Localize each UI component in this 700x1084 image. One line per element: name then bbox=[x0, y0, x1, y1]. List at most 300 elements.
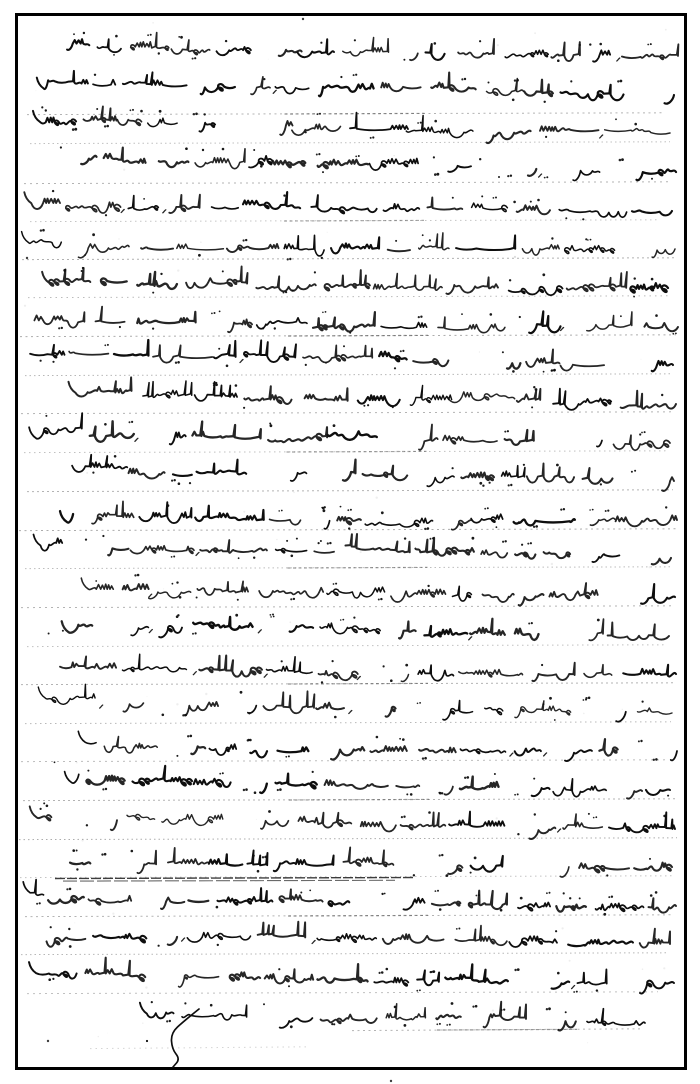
diacritic-dot bbox=[557, 972, 560, 975]
diacritic-dot bbox=[321, 507, 323, 509]
diacritic-dot bbox=[334, 716, 337, 719]
diacritic-dot bbox=[420, 122, 422, 124]
diacritic-dot bbox=[83, 32, 85, 34]
diacritic-dot bbox=[611, 896, 613, 898]
diacritic-dot bbox=[493, 197, 495, 199]
scan-speck bbox=[390, 1080, 392, 1082]
diacritic-dot bbox=[305, 364, 307, 366]
diacritic-dot bbox=[257, 870, 260, 873]
diacritic-dot bbox=[533, 526, 535, 528]
diacritic-dot bbox=[312, 771, 314, 773]
diacritic-dot bbox=[573, 991, 575, 993]
noise-dot bbox=[242, 938, 243, 939]
diacritic-dot bbox=[675, 333, 677, 335]
diacritic-dot bbox=[513, 201, 516, 204]
diacritic-dot bbox=[439, 854, 441, 856]
diacritic-dot bbox=[653, 759, 655, 761]
diacritic-dot bbox=[286, 540, 288, 542]
diacritic-dot bbox=[570, 80, 572, 82]
noise-dot bbox=[281, 978, 282, 979]
diacritic-dot bbox=[290, 1025, 293, 1028]
diacritic-dot bbox=[119, 326, 121, 328]
diacritic-dot bbox=[661, 394, 663, 396]
noise-dot bbox=[210, 399, 211, 400]
diacritic-dot bbox=[427, 585, 429, 587]
diacritic-dot bbox=[430, 538, 432, 540]
diacritic-dot bbox=[667, 795, 669, 797]
diacritic-dot bbox=[320, 540, 322, 542]
noise-dot bbox=[107, 1033, 108, 1034]
diacritic-dot bbox=[576, 991, 578, 993]
diacritic-dot bbox=[353, 617, 355, 619]
diacritic-dot bbox=[292, 290, 294, 292]
diacritic-dot bbox=[650, 894, 653, 897]
diacritic-dot bbox=[104, 344, 106, 346]
diacritic-dot bbox=[620, 315, 622, 317]
diacritic-dot bbox=[283, 194, 285, 196]
diacritic-dot bbox=[143, 198, 145, 200]
diacritic-dot bbox=[399, 738, 401, 740]
diacritic-dot bbox=[531, 622, 533, 624]
diacritic-dot bbox=[176, 581, 178, 583]
noise-dot bbox=[98, 1036, 99, 1037]
diacritic-dot bbox=[140, 110, 143, 113]
diacritic-dot bbox=[599, 43, 602, 46]
diacritic-dot bbox=[173, 556, 175, 558]
diacritic-dot bbox=[533, 778, 535, 780]
diacritic-dot bbox=[283, 292, 285, 294]
diacritic-dot bbox=[517, 793, 519, 795]
diacritic-dot bbox=[50, 926, 52, 928]
diacritic-dot bbox=[633, 296, 635, 298]
diacritic-dot bbox=[401, 816, 403, 818]
diacritic-dot bbox=[151, 1001, 153, 1003]
diacritic-dot bbox=[195, 113, 198, 116]
diacritic-dot bbox=[551, 370, 553, 372]
noise-dot bbox=[115, 220, 117, 222]
diacritic-dot bbox=[482, 485, 484, 487]
noise-dot bbox=[428, 185, 429, 186]
diacritic-dot bbox=[324, 506, 326, 508]
diacritic-dot bbox=[649, 858, 651, 860]
diacritic-dot bbox=[179, 596, 182, 599]
diacritic-dot bbox=[603, 913, 606, 916]
diacritic-dot bbox=[615, 118, 617, 120]
diacritic-dot bbox=[94, 74, 96, 76]
diacritic-dot bbox=[63, 269, 66, 272]
diacritic-dot bbox=[285, 291, 287, 293]
diacritic-dot bbox=[102, 788, 104, 790]
diacritic-dot bbox=[556, 464, 559, 467]
diacritic-dot bbox=[363, 405, 365, 407]
diacritic-dot bbox=[585, 699, 587, 701]
diacritic-dot bbox=[342, 619, 344, 621]
noise-dot bbox=[583, 713, 585, 715]
diacritic-dot bbox=[131, 850, 134, 853]
diacritic-dot bbox=[291, 555, 294, 558]
diacritic-dot bbox=[569, 897, 571, 899]
diacritic-dot bbox=[503, 1009, 505, 1011]
diacritic-dot bbox=[106, 125, 109, 128]
diacritic-dot bbox=[406, 793, 408, 795]
diacritic-dot bbox=[243, 407, 245, 409]
diacritic-dot bbox=[546, 892, 548, 894]
noise-dot bbox=[496, 817, 498, 819]
diacritic-dot bbox=[270, 616, 272, 618]
diacritic-dot bbox=[404, 537, 406, 539]
diacritic-dot bbox=[427, 527, 430, 530]
noise-dot bbox=[278, 820, 279, 821]
diacritic-dot bbox=[41, 106, 43, 108]
diacritic-dot bbox=[481, 195, 483, 197]
diacritic-dot bbox=[542, 273, 545, 276]
diacritic-dot bbox=[517, 833, 519, 835]
diacritic-dot bbox=[510, 484, 512, 486]
diacritic-dot bbox=[76, 850, 78, 852]
diacritic-dot bbox=[253, 149, 255, 151]
diacritic-dot bbox=[634, 470, 636, 472]
diacritic-dot bbox=[434, 42, 437, 45]
diacritic-dot bbox=[607, 510, 609, 512]
noise-dot bbox=[118, 238, 119, 239]
diacritic-dot bbox=[269, 423, 271, 425]
diacritic-dot bbox=[202, 149, 204, 151]
diacritic-dot bbox=[579, 897, 581, 899]
diacritic-dot bbox=[608, 896, 610, 898]
noise-dot bbox=[492, 1010, 494, 1012]
noise-dot bbox=[123, 169, 125, 171]
diacritic-dot bbox=[490, 313, 493, 316]
diacritic-dot bbox=[340, 619, 342, 621]
diacritic-dot bbox=[475, 1005, 478, 1008]
diacritic-dot bbox=[496, 526, 498, 528]
noise-dot bbox=[145, 986, 147, 988]
diacritic-dot bbox=[86, 824, 88, 826]
diacritic-dot bbox=[606, 874, 608, 876]
diacritic-dot bbox=[563, 508, 565, 510]
diacritic-dot bbox=[192, 633, 194, 635]
noise-dot bbox=[86, 472, 88, 474]
diacritic-dot bbox=[333, 583, 335, 585]
diacritic-dot bbox=[395, 240, 397, 242]
diacritic-dot bbox=[167, 504, 170, 507]
diacritic-dot bbox=[268, 810, 271, 813]
noise-dot bbox=[276, 539, 278, 541]
diacritic-dot bbox=[198, 254, 201, 257]
diacritic-dot bbox=[505, 540, 507, 542]
diacritic-dot bbox=[583, 699, 585, 701]
diacritic-dot bbox=[548, 1007, 551, 1010]
diacritic-dot bbox=[169, 1020, 171, 1022]
diacritic-dot bbox=[512, 99, 515, 102]
diacritic-dot bbox=[392, 406, 394, 408]
diacritic-dot bbox=[353, 74, 355, 76]
diacritic-dot bbox=[549, 697, 552, 700]
noise-dot bbox=[587, 1042, 588, 1043]
diacritic-dot bbox=[461, 78, 463, 80]
diacritic-dot bbox=[521, 544, 523, 546]
diacritic-dot bbox=[147, 34, 149, 36]
diacritic-dot bbox=[309, 890, 311, 892]
diacritic-dot bbox=[52, 190, 54, 192]
diacritic-dot bbox=[605, 510, 607, 512]
diacritic-dot bbox=[222, 148, 225, 151]
noise-dot bbox=[112, 913, 114, 915]
noise-dot bbox=[479, 352, 480, 353]
diacritic-dot bbox=[449, 1024, 451, 1026]
diacritic-dot bbox=[376, 736, 379, 739]
noise-dot bbox=[264, 858, 266, 860]
diacritic-dot bbox=[104, 423, 107, 426]
diacritic-dot bbox=[222, 772, 224, 774]
diacritic-dot bbox=[413, 874, 415, 876]
diacritic-dot bbox=[417, 703, 419, 705]
diacritic-dot bbox=[101, 853, 103, 855]
diacritic-dot bbox=[252, 855, 254, 857]
diacritic-dot bbox=[331, 1023, 333, 1025]
diacritic-dot bbox=[40, 229, 42, 231]
scan-speck bbox=[26, 257, 28, 259]
diacritic-dot bbox=[285, 756, 287, 758]
diacritic-dot bbox=[243, 789, 245, 791]
diacritic-dot bbox=[560, 509, 562, 511]
diacritic-dot bbox=[287, 258, 289, 260]
diacritic-dot bbox=[238, 557, 240, 559]
noise-dot bbox=[567, 372, 569, 374]
diacritic-dot bbox=[213, 382, 215, 384]
diacritic-dot bbox=[422, 234, 424, 236]
diacritic-dot bbox=[192, 58, 194, 60]
diacritic-dot bbox=[595, 816, 597, 818]
diacritic-dot bbox=[240, 691, 243, 694]
noise-dot bbox=[176, 703, 178, 705]
diacritic-dot bbox=[417, 122, 419, 124]
noise-dot bbox=[657, 292, 658, 293]
diacritic-dot bbox=[219, 773, 221, 775]
diacritic-dot bbox=[48, 978, 51, 981]
diacritic-dot bbox=[319, 113, 321, 115]
flourish-dot bbox=[146, 1040, 148, 1042]
diacritic-dot bbox=[129, 421, 131, 423]
diacritic-dot bbox=[322, 312, 324, 314]
diacritic-dot bbox=[479, 482, 482, 485]
diacritic-dot bbox=[171, 480, 173, 482]
diacritic-dot bbox=[293, 598, 295, 600]
diacritic-dot bbox=[665, 506, 667, 508]
diacritic-dot bbox=[42, 229, 45, 232]
diacritic-dot bbox=[651, 278, 654, 281]
diacritic-dot bbox=[546, 1008, 548, 1010]
noise-dot bbox=[125, 990, 126, 991]
diacritic-dot bbox=[273, 616, 275, 618]
diacritic-dot bbox=[534, 813, 536, 815]
diacritic-dot bbox=[178, 36, 180, 38]
diacritic-dot bbox=[350, 509, 352, 511]
diacritic-dot bbox=[92, 472, 94, 474]
diacritic-dot bbox=[403, 59, 405, 61]
diacritic-dot bbox=[420, 316, 422, 318]
diacritic-dot bbox=[158, 945, 160, 947]
diacritic-dot bbox=[514, 79, 516, 81]
diacritic-dot bbox=[73, 33, 75, 35]
diacritic-dot bbox=[61, 327, 63, 329]
diacritic-dot bbox=[222, 270, 224, 272]
diacritic-dot bbox=[464, 78, 466, 80]
diacritic-dot bbox=[196, 597, 198, 599]
diacritic-dot bbox=[565, 1011, 567, 1013]
diacritic-dot bbox=[152, 328, 154, 330]
diacritic-dot bbox=[424, 757, 427, 760]
diacritic-dot bbox=[180, 36, 183, 39]
diacritic-dot bbox=[82, 267, 84, 269]
diacritic-dot bbox=[452, 467, 454, 469]
noise-dot bbox=[274, 438, 275, 439]
noise-dot bbox=[440, 177, 441, 178]
noise-dot bbox=[649, 566, 651, 568]
diacritic-dot bbox=[195, 632, 197, 634]
noise-dot bbox=[423, 394, 425, 396]
diacritic-dot bbox=[348, 527, 350, 529]
noise-dot bbox=[100, 842, 101, 843]
diacritic-dot bbox=[380, 598, 382, 600]
noise-dot bbox=[147, 696, 148, 697]
diacritic-dot bbox=[329, 542, 331, 544]
diacritic-dot bbox=[402, 350, 404, 352]
diacritic-dot bbox=[102, 535, 104, 537]
diacritic-dot bbox=[215, 384, 218, 387]
diacritic-dot bbox=[640, 740, 642, 742]
diacritic-dot bbox=[114, 455, 117, 458]
diacritic-dot bbox=[507, 430, 509, 432]
diacritic-dot bbox=[621, 158, 624, 161]
diacritic-dot bbox=[69, 888, 72, 891]
diacritic-dot bbox=[45, 109, 47, 111]
noise-dot bbox=[590, 245, 591, 246]
diacritic-dot bbox=[90, 458, 92, 460]
diacritic-dot bbox=[162, 714, 165, 717]
diacritic-dot bbox=[263, 78, 265, 80]
diacritic-dot bbox=[381, 971, 384, 974]
diacritic-dot bbox=[451, 1002, 454, 1005]
diacritic-dot bbox=[474, 857, 477, 860]
diacritic-dot bbox=[46, 805, 49, 808]
diacritic-dot bbox=[335, 583, 337, 585]
diacritic-dot bbox=[541, 664, 543, 666]
noise-dot bbox=[665, 29, 667, 31]
diacritic-dot bbox=[225, 40, 227, 42]
diacritic-dot bbox=[655, 758, 658, 761]
diacritic-dot bbox=[69, 945, 72, 948]
diacritic-dot bbox=[279, 788, 282, 791]
diacritic-dot bbox=[189, 482, 191, 484]
diacritic-dot bbox=[502, 541, 504, 543]
diacritic-dot bbox=[182, 714, 184, 716]
noise-dot bbox=[200, 241, 202, 243]
noise-dot bbox=[243, 511, 245, 513]
diacritic-dot bbox=[514, 794, 516, 796]
noise-dot bbox=[551, 563, 553, 565]
diacritic-dot bbox=[320, 42, 322, 44]
diacritic-dot bbox=[152, 292, 154, 294]
noise-dot bbox=[649, 988, 650, 989]
diacritic-dot bbox=[434, 120, 437, 123]
diacritic-dot bbox=[322, 171, 324, 173]
noise-dot bbox=[198, 20, 199, 21]
diacritic-dot bbox=[446, 1024, 448, 1026]
noise-dot bbox=[642, 968, 644, 970]
noise-dot bbox=[562, 927, 564, 929]
diacritic-dot bbox=[644, 431, 646, 433]
diacritic-dot bbox=[655, 314, 658, 317]
diacritic-dot bbox=[115, 35, 118, 38]
diacritic-dot bbox=[487, 507, 489, 509]
diacritic-dot bbox=[467, 776, 470, 779]
noise-dot bbox=[256, 819, 257, 820]
diacritic-dot bbox=[253, 557, 255, 559]
diacritic-dot bbox=[105, 788, 107, 790]
diacritic-dot bbox=[166, 1020, 168, 1022]
diacritic-dot bbox=[446, 874, 449, 877]
diacritic-dot bbox=[617, 80, 619, 82]
diacritic-dot bbox=[546, 176, 548, 178]
diacritic-dot bbox=[158, 52, 160, 54]
diacritic-dot bbox=[159, 110, 162, 113]
diacritic-dot bbox=[274, 327, 276, 329]
diacritic-dot bbox=[278, 510, 280, 512]
diacritic-dot bbox=[557, 59, 560, 62]
diacritic-dot bbox=[218, 348, 220, 350]
diacritic-dot bbox=[527, 543, 529, 545]
diacritic-dot bbox=[321, 681, 323, 683]
noise-dot bbox=[205, 693, 207, 695]
diacritic-dot bbox=[422, 757, 424, 759]
diacritic-dot bbox=[96, 108, 98, 110]
diacritic-dot bbox=[383, 665, 385, 667]
diacritic-dot bbox=[495, 197, 497, 199]
diacritic-dot bbox=[354, 39, 356, 41]
diacritic-dot bbox=[87, 770, 89, 772]
diacritic-dot bbox=[400, 350, 402, 352]
diacritic-dot bbox=[58, 327, 60, 329]
diacritic-dot bbox=[535, 388, 538, 391]
diacritic-dot bbox=[478, 894, 480, 896]
diacritic-dot bbox=[545, 136, 547, 138]
diacritic-dot bbox=[479, 158, 481, 160]
diacritic-dot bbox=[243, 239, 245, 241]
diacritic-dot bbox=[510, 175, 512, 177]
diacritic-dot bbox=[437, 890, 439, 892]
diacritic-dot bbox=[281, 510, 283, 512]
diacritic-dot bbox=[484, 508, 486, 510]
diacritic-dot bbox=[52, 361, 54, 363]
diacritic-dot bbox=[428, 811, 431, 814]
diacritic-dot bbox=[543, 371, 545, 373]
diacritic-dot bbox=[92, 233, 95, 236]
noise-dot bbox=[497, 44, 499, 46]
diacritic-dot bbox=[211, 313, 213, 315]
diacritic-dot bbox=[217, 944, 219, 946]
diacritic-dot bbox=[245, 788, 248, 791]
diacritic-dot bbox=[367, 404, 369, 406]
diacritic-dot bbox=[74, 128, 77, 131]
diacritic-dot bbox=[270, 424, 273, 427]
diacritic-dot bbox=[528, 623, 530, 625]
noise-dot bbox=[289, 621, 291, 623]
diacritic-dot bbox=[386, 968, 389, 971]
diacritic-dot bbox=[131, 421, 133, 423]
diacritic-dot bbox=[381, 893, 383, 895]
diacritic-dot bbox=[638, 740, 640, 742]
